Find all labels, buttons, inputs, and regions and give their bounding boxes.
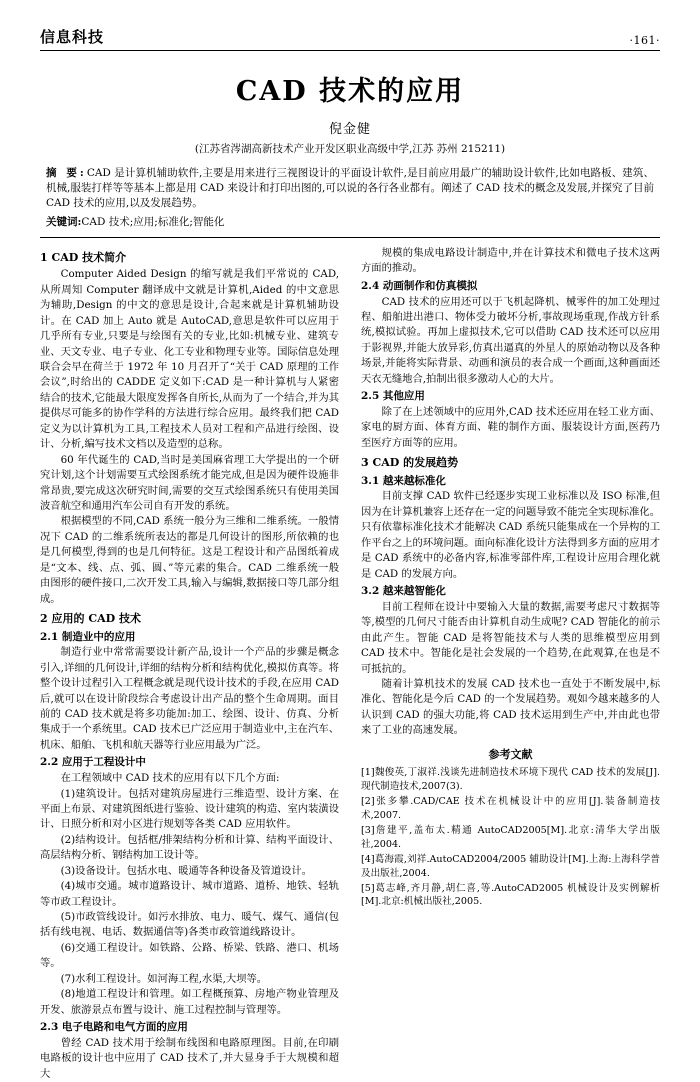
subsection-heading: 2.4 动画制作和仿真模拟 (361, 279, 478, 292)
body-paragraph: 在工程领域中 CAD 技术的应用有以下几个方面: (60, 772, 280, 785)
keywords-text: CAD 技术;应用;标准化;智能化 (81, 215, 225, 228)
body-paragraph: 60 年代诞生的 CAD,当时是美国麻省理工大学提出的一个研究计划,这个计划需要互式绘图系统才能完成,但是因为硬件设施非常昂贵,要完成这次研究时间,需要的交互式绘图系统只有使用美国波音航空和通用汽车公司自有开发的系统。 (40, 453, 339, 512)
subsection-heading: 2.1 制造业中的应用 (40, 630, 136, 643)
body-paragraph: (5)市政管线设计。如污水排放、电力、暖气、煤气、通信(包括有线电视、电话、数据通信等)各类市政管道线路设计。 (40, 911, 339, 939)
body-paragraph: (1)建筑设计。包括对建筑房屋进行三维造型、设计方案、在平面上布景、对建筑图纸进行鉴验、设计建筑的构造、室内装潢设计、日照分析和对小区进行规划等各类 CAD 应用软件。 (40, 787, 339, 831)
body-paragraph: 目前支撑 CAD 软件已经逐步实现工业标准以及 ISO 标准,但因为在计算机兼容上还存在一定的问题导致不能完全实现标准化。只有依靠标准化技术才能解决 CAD 系统只能集成在一个异构的工作平台之上的环境问题。面向标准化设计方法得到多方面的应用才是 CAD 系统中的必备内容,标准零部件库,工程设计应用合理化就是 CAD 的发展方向。 (361, 490, 660, 580)
subsection-heading: 3.1 越来越标准化 (361, 474, 446, 487)
section-heading: 1 CAD 技术简介 (40, 250, 127, 264)
body-paragraph: 目前工程师在设计中要输入大量的数据,需要考虑尺寸数据等等,模型的几何尺寸能否由计算机自动生成呢? CAD 智能化的前示由此产生。智能 CAD 是将智能技术与人类的思维模型应用到 CAD 技术中。智能化是社会发展的一个趋势,在此观算,在也是不可抵抗的。 (361, 600, 660, 675)
reference-item: [5]葛志峰,齐月静,胡仁喜,等.AutoCAD2005 机械设计及实例解析[M].北京:机械出版社,2005. (361, 882, 660, 908)
section-heading: 3 CAD 的发展趋势 (361, 456, 459, 470)
body-paragraph: (2)结构设计。包括框/排架结构分析和计算、结构平面设计、高层结构分析、钢结构加工设计等。 (40, 833, 339, 862)
subsection-heading: 3.2 越来越智能化 (361, 585, 446, 598)
reference-item: [3]詹建平,盖布太.精通 AutoCAD2005[M].北京:清华大学出版社,2004. (361, 824, 660, 850)
subsection-heading: 2.3 电子电路和电气方面的应用 (40, 1021, 188, 1034)
keywords-block (40, 215, 660, 230)
body-paragraph: 根据模型的不同,CAD 系统一般分为三维和二维系统。一般情况下 CAD 的二维系统所表达的都是几何设计的图形,所依赖的也是几何模型,得到的也是几何特征。这是工程设计和产品图纸着成是“文本、线、点、弧、圆、”等元素的集合。CAD 二维系统一般由图形的硬件接口,二次开发工具,输入与编辑,数据接口等几部分组成。 (40, 515, 339, 605)
body-paragraph: Computer Aided Design 的缩写就是我们平常说的 CAD,从所周知 Computer 翻译成中文就是计算机,Aided 的中文意思为辅助,Design 的中文的意思是设计,合起来就是计算机辅助设计。在 CAD 加上 Auto 就是 AutoCAD,意思是软件可以应用于几乎所有专业,只要是与绘图有关的专业,比如:机械专业、建筑专业、天文专业、电子专业、化工专业和物理专业等。国际信息处理联合会早在荷兰于 1972 年 10 月召开了“关于 CAD 原理的工作会议”,时给出的 CADDE 定义如下:CAD 是一种计算机与人紧密结合的技术,它能最大限度发挥各自所长,从而为了一个结合,并为其提供尽可能多的协作学科的方法进行综合应用。最终我们把 CAD 定义为以计算机为工具,工程技术人员对工程和产品进行绘图、设计、分析,编写技术文档以及造型的总称。 (40, 268, 339, 451)
reference-item: [1]魏俊英,丁淑祥.浅谈先进制造技术环境下现代 CAD 技术的发展[J].现代制造技术,2007(3). (361, 767, 660, 793)
body-paragraph: 曾经 CAD 技术用于绘制布线图和电路原理图。目前,在印刷电路板的设计也中应用了 CAD 技术了,并大显身手于大规模和超大 (40, 1036, 339, 1080)
reference-item: [4]葛海霞,刘祥.AutoCAD2004/2005 辅助设计[M].上海:上海科学普及出版社,2004. (361, 853, 660, 879)
keywords-label: 关键词: (46, 215, 82, 228)
section-heading: 2 应用的 CAD 技术 (40, 612, 141, 625)
body-paragraph: (7)水利工程设计。如河海工程,水渠,大坝等。 (60, 972, 268, 985)
body-paragraph: (6)交通工程设计。如铁路、公路、桥梁、铁路、港口、机场等。 (40, 941, 339, 970)
references-title: 参考文献 (488, 747, 533, 761)
running-head (40, 26, 660, 51)
body-paragraph: 制造行业中常常需要设计新产品,设计一个产品的步骤是概念引入,详细的几何设计,详细的结构分析和结构优化,模拟仿真等。将整个设计过程引入工程概念就是现代设计技术的手段,在应用 CAD 后,就可以在设计阶段综合考虑设计出产品的整个生命周期。面目前的 CAD 技术就是将多功能加:加工、绘图、设计、仿真、分析集成于一个系统里。CAD 技术已广泛应用于制造业中,主在汽车、机床、船舶、飞机和航天器等行业应用最为广泛。 (40, 646, 339, 751)
body-paragraph: 除了在上述领域中的应用外,CAD 技术还应用在轻工业方面、家电的厨方面、体育方面、鞋的制作方面、服装设计方面,医药乃至医疗方面等的应用。 (361, 405, 660, 449)
page-number: ·161· (629, 34, 660, 47)
header-divider (40, 237, 660, 238)
abstract-block (40, 166, 660, 212)
body-columns (40, 246, 660, 1082)
author-name: 倪金健 (328, 122, 371, 137)
subsection-heading: 2.2 应用于工程设计中 (40, 756, 146, 769)
body-paragraph: (3)设备设计。包括水电、暖通等各种设备及管道设计。 (60, 864, 313, 877)
body-paragraph: CAD 技术的应用还可以于飞机起降机、械零件的加工处理过程、船舶进出港口、物体受力破坏分析,事故现场重现,作战方针系统,模拟试验。再加上虚拟技术,它可以借助 CAD 技术还可以应用于影视界,并能大放异彩,仿真出逼真的外星人的原始动物以及各种场景,并能将实际背景、动画和演员的表合成一个画面,这种画面还天衣无缝地合,拍制出很多激动人心的大片。 (361, 295, 660, 385)
body-paragraph: (4)城市交通。城市道路设计、城市道路、道桥、地铁、轻轨等市政工程设计。 (40, 880, 339, 908)
left-column (40, 246, 339, 1082)
author-affiliation: (江苏省涔湖高新技术产业开发区职业高级中学,江苏 苏州 215211) (194, 143, 506, 155)
journal-section-title: 信息科技 (40, 28, 105, 46)
page-title: CAD 技术的应用 (235, 76, 465, 107)
abstract-text: CAD 是计算机辅助软件,主要是用来进行三视图设计的平面设计软件,是目前应用最广的辅助设计软件,比如电路板、建筑、机械,服装打样等等基本上都是用 CAD 来设计和打印出图的,可以说的各行各业都有。阐述了 CAD 技术的概念及发展,并探究了目前 CAD 技术的应用,以及发展趋势。 (46, 167, 654, 210)
body-paragraph: 规模的集成电路设计制造中,并在计算技术和微电子技术这两方面的推动。 (361, 246, 660, 275)
subsection-heading: 2.5 其他应用 (361, 390, 425, 403)
abstract-label: 摘 要: (46, 167, 87, 179)
right-column (361, 246, 660, 1082)
reference-item: [2]张多攀.CAD/CAE 技术在机械设计中的应用[J].装备制造技术,2007. (361, 796, 660, 821)
body-paragraph: (8)地道工程设计和管理。如工程概预算、房地产物业管理及开发、旅游景点布置与设计、施工过程控制与管理等。 (40, 988, 339, 1016)
body-paragraph: 随着计算机技术的发展 CAD 技术也一直处于不断发展中,标准化、智能化是今后 CAD 的一个发展趋势。观如今越来越多的人认识到 CAD 的强大功能,将 CAD 技术运用到生产中,并由此也带来了工业的高速发展。 (361, 678, 660, 737)
